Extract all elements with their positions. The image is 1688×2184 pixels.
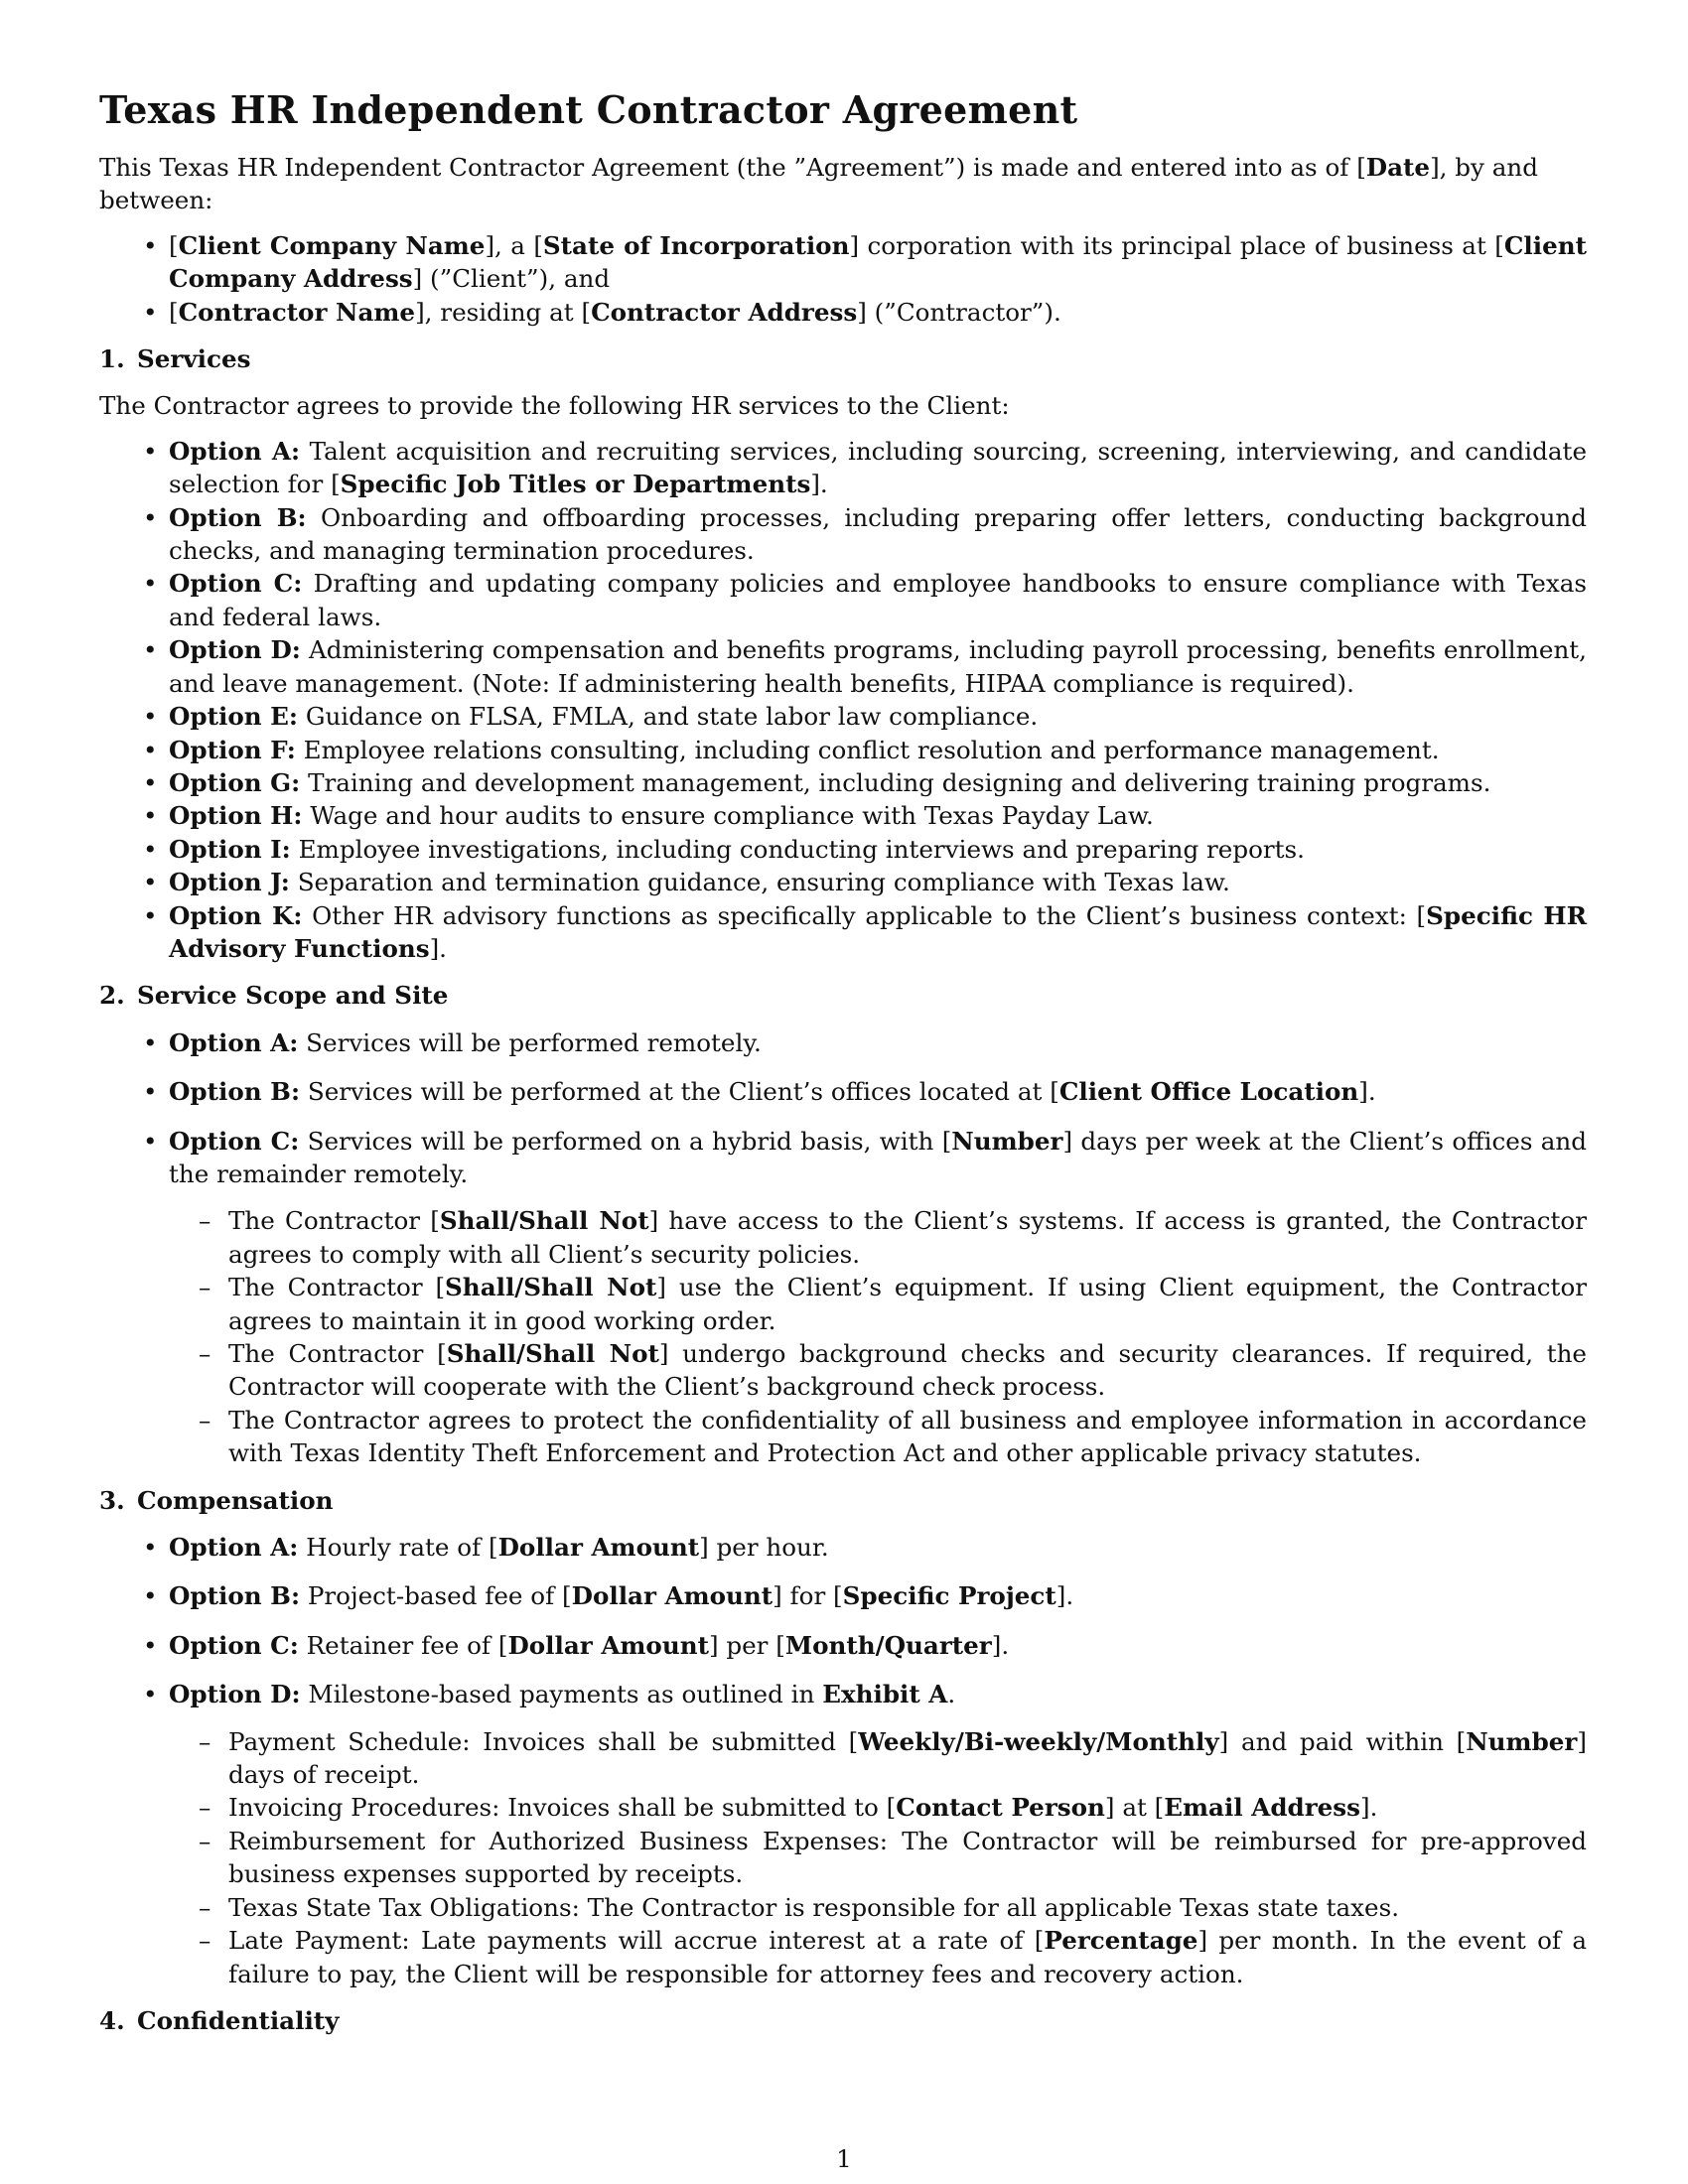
compensation-sublist <box>169 1725 1587 1990</box>
services-intro: The Contractor agrees to provide the following HR services to the Client: <box>99 391 1010 421</box>
document-title: Texas HR Independent Contractor Agreement <box>99 87 1078 132</box>
scope-subitem: – The Contractor [Shall/Shall Not] undergo background checks and security clearances. If required, the Contractor will cooperate with the Client’s background check process. <box>228 1337 1587 1404</box>
compensation-option-c: • Option C: Retainer fee of [Dollar Amount] per [Month/Quarter]. <box>169 1629 1587 1662</box>
compensation-option-b: • Option B: Project-based fee of [Dollar Amount] for [Specific Project]. <box>169 1579 1587 1612</box>
section-heading-services: 1. Services <box>99 344 251 374</box>
scope-sublist <box>169 1204 1587 1469</box>
invoicing-procedures: – Invoicing Procedures: Invoices shall be submitted to [Contact Person] at [Email Address]. <box>228 1791 1587 1824</box>
services-option: • Option G: Training and development management, including designing and delivering training programs. <box>169 766 1587 799</box>
scope-subitem: – The Contractor agrees to protect the confidentiality of all business and employee information in accordance with Texas Identity Theft Enforcement and Protection Act and other applicable privacy statutes. <box>228 1404 1587 1470</box>
document-page <box>99 87 1587 2051</box>
date-placeholder: Date <box>1365 153 1431 182</box>
party-contractor: • [Contractor Name], residing at [Contractor Address] (”Contractor”). <box>169 296 1587 329</box>
parties-list <box>99 229 1587 329</box>
services-option-k: • Option K: Other HR advisory functions as specifically applicable to the Client’s business context: [Specific HR Advisory Functions]. <box>169 899 1587 966</box>
scope-options-list <box>99 1026 1587 1470</box>
services-options-list <box>99 435 1587 966</box>
services-option: • Option F: Employee relations consulting, including conflict resolution and performance management. <box>169 734 1587 766</box>
payment-schedule: – Payment Schedule: Invoices shall be submitted [Weekly/Bi-weekly/Monthly] and paid within [Number] days of receipt. <box>228 1725 1587 1792</box>
intro-paragraph: This Texas HR Independent Contractor Agreement (the ”Agreement”) is made and entered into as of [Date], by and between: <box>99 153 1539 215</box>
services-option: • Option B: Onboarding and offboarding processes, including preparing offer letters, conducting background checks, and managing termination procedures. <box>169 501 1587 568</box>
services-option: • Option H: Wage and hour audits to ensure compliance with Texas Payday Law. <box>169 799 1587 832</box>
section-heading-scope: 2. Service Scope and Site <box>99 981 449 1011</box>
scope-option-b: • Option B: Services will be performed at the Client’s offices located at [Client Office Location]. <box>169 1075 1587 1108</box>
scope-option-c: • Option C: Services will be performed on a hybrid basis, with [Number] days per week at the Client’s offices and the remainder remotely. – The Contractor [Shall/Shall Not] have access to the Client’s systems. If access is granted, the Contractor agrees to comply with all Client’s security policies. – The Contractor [Shall/Shall Not] use the Client’s equipment. If using Client equipment, the Contractor agrees to maintain it in good working order. – The Contractor [Shall/Shall Not] undergo background checks and security clearances. If required, the Contractor will cooperate with the Client’s background check process. – The Contractor agrees to protect the confidentiality of all business and employee information in accordance with Texas Identity Theft Enforcement and Protection Act and other applicable privacy statutes. <box>169 1125 1587 1470</box>
scope-option-a: • Option A: Services will be performed remotely. <box>169 1026 1587 1059</box>
services-option: • Option E: Guidance on FLSA, FMLA, and state labor law compliance. <box>169 700 1587 733</box>
services-option: • Option J: Separation and termination guidance, ensuring compliance with Texas law. <box>169 866 1587 898</box>
section-heading-confidentiality: 4. Confidentiality <box>99 2005 340 2035</box>
tax-obligations: – Texas State Tax Obligations: The Contractor is responsible for all applicable Texas state taxes. <box>228 1891 1587 1924</box>
compensation-option-d: • Option D: Milestone-based payments as outlined in Exhibit A. – Payment Schedule: Invoices shall be submitted [Weekly/Bi-weekly/Monthly] and paid within [Number] days of receipt. – Invoicing Procedures: Invoices shall be submitted to [Contact Person] at [Email Address]. – Reimbursement for Authorized Business Expenses: The Contractor will be reimbursed for pre-approved business expenses supported by receipts. – Texas State Tax Obligations: The Contractor is responsible for all applicable Texas state taxes. – Late Payment: Late payments will accrue interest at a rate of [Percentage] per month. In the event of a failure to pay, the Client will be responsible for attorney fees and recovery action. <box>169 1678 1587 1990</box>
expense-reimbursement: – Reimbursement for Authorized Business Expenses: The Contractor will be reimbursed for pre-approved business expenses supported by receipts. <box>228 1825 1587 1891</box>
scope-subitem: – The Contractor [Shall/Shall Not] use the Client’s equipment. If using Client equipment, the Contractor agrees to maintain it in good working order. <box>228 1271 1587 1337</box>
services-option-a: • Option A: Talent acquisition and recruiting services, including sourcing, screening, interviewing, and candidate selection for [Specific Job Titles or Departments]. <box>169 435 1587 501</box>
page-number: 1 <box>836 2144 852 2173</box>
late-payment: – Late Payment: Late payments will accrue interest at a rate of [Percentage] per month. In the event of a failure to pay, the Client will be responsible for attorney fees and recovery action. <box>228 1924 1587 1990</box>
compensation-option-a: • Option A: Hourly rate of [Dollar Amount] per hour. <box>169 1531 1587 1564</box>
compensation-options-list <box>99 1531 1587 1990</box>
services-option: • Option C: Drafting and updating company policies and employee handbooks to ensure compliance with Texas and federal laws. <box>169 567 1587 633</box>
party-client: • [Client Company Name], a [State of Incorporation] corporation with its principal place of business at [Client Company Address] (”Client”), and <box>169 229 1587 296</box>
scope-subitem: – The Contractor [Shall/Shall Not] have access to the Client’s systems. If access is granted, the Contractor agrees to comply with all Client’s security policies. <box>228 1204 1587 1271</box>
services-option: • Option I: Employee investigations, including conducting interviews and preparing reports. <box>169 833 1587 866</box>
section-heading-compensation: 3. Compensation <box>99 1485 334 1515</box>
services-option: • Option D: Administering compensation and benefits programs, including payroll processing, benefits enrollment, and leave management. (Note: If administering health benefits, HIPAA compliance is required). <box>169 633 1587 700</box>
